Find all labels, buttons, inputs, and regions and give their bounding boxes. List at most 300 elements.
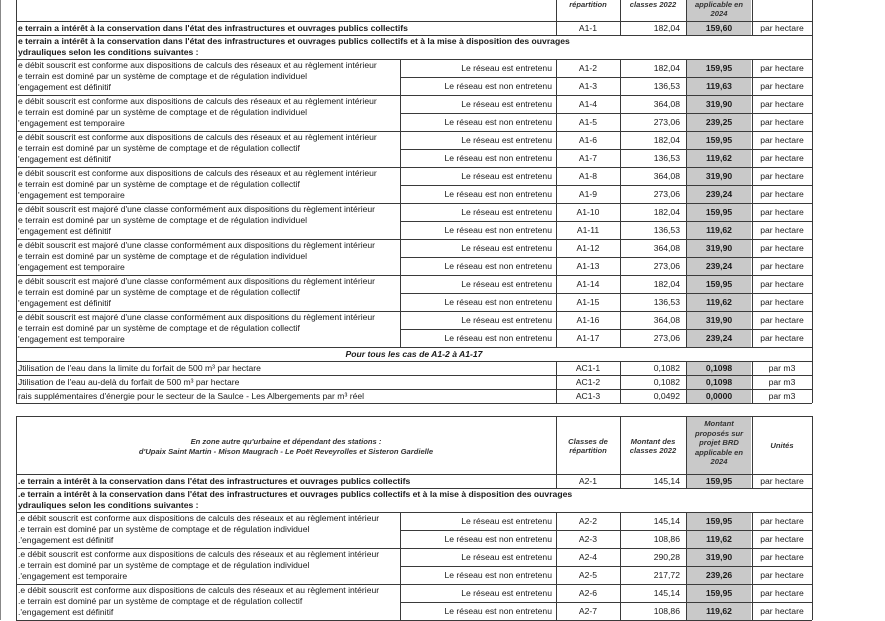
rule-line [686, 203, 687, 239]
rule-line [812, 95, 813, 131]
rule-line [16, 361, 17, 375]
t1-row-12-desc: Jtilisation de l'eau au-delà du forfait de 500 m³ par hectare [18, 377, 240, 387]
t2-row-0-amount: 145,14 [653, 476, 680, 486]
t1-row-8-sub-0-amount: 182,04 [653, 279, 680, 289]
t1-row-12-proposed: 0,1098 [705, 377, 733, 387]
t2-row-0-unit: par hectare [760, 476, 804, 486]
rule-line [620, 389, 621, 403]
rule-line [400, 530, 812, 531]
rule-line [686, 548, 687, 584]
t1-row-3-sub-1-unit: par hectare [760, 117, 804, 127]
rule-line [400, 149, 812, 150]
t1-row-3-sub-1-code: A1-5 [578, 117, 598, 127]
t1-row-1-line-1: ydrauliques selon les conditions suivantes : [18, 47, 199, 57]
t1-row-7-sub-0-proposed: 319,90 [705, 243, 733, 253]
t1-row-8-cond-1: Le réseau est non entretenu [444, 297, 552, 307]
rule-line [752, 275, 753, 311]
rule-line [752, 512, 753, 548]
rule-line [812, 375, 813, 389]
t1-row-8-sub-1-unit: par hectare [760, 297, 804, 307]
t2-row-2-cond-1: Le réseau est non entretenu [444, 534, 552, 544]
t2-row-4-sub-1-code: A2-7 [578, 606, 598, 616]
t1-row-9-sub-0-proposed: 319,90 [705, 315, 733, 325]
t2-row-2-sub-1-code: A2-3 [578, 534, 598, 544]
rule-line [16, 35, 17, 59]
t1-row-9-desc-2: 'engagement est temporaire [18, 334, 125, 344]
t1-row-5-sub-1-amount: 273,06 [653, 189, 680, 199]
rule-line [686, 375, 687, 389]
t1-row-11-desc: Jtilisation de l'eau dans la limite du forfait de 500 m³ par hectare [18, 363, 261, 373]
rule-line [556, 203, 557, 239]
t1-row-4-cond-1: Le réseau est non entretenu [444, 153, 552, 163]
t1-row-6-sub-0-amount: 182,04 [653, 207, 680, 217]
t2-row-3-sub-0-code: A2-4 [578, 552, 598, 562]
t2-row-4-sub-1-unit: par hectare [760, 606, 804, 616]
t2-row-0-desc: .e terrain a intérêt à la conservation dans l'état des infrastructures et ouvrages publics collectifs [18, 476, 411, 486]
t2-row-3-desc-0: .e débit souscrit est conforme aux dispositions de calculs des réseaux et au règlement intérieur [18, 549, 380, 559]
t1-row-7-sub-0-amount: 364,08 [653, 243, 680, 253]
t1-row-7-sub-0-code: A1-12 [576, 243, 600, 253]
rule-line [686, 59, 687, 95]
t2-header-montant-1: classes 2022 [629, 447, 677, 455]
rule-line [400, 512, 401, 548]
rule-line [812, 0, 813, 21]
rule-line [400, 185, 812, 186]
t2-row-1-line-1: ydrauliques selon les conditions suivantes : [18, 500, 199, 510]
rule-line [686, 512, 687, 548]
t1-row-9-sub-1-proposed: 239,24 [705, 333, 733, 343]
page-edge-line [0, 0, 1, 620]
t2-header-propose-4: 2024 [710, 458, 728, 466]
t1-row-4-sub-1-amount: 136,53 [653, 153, 680, 163]
t1-row-2-sub-1-amount: 136,53 [653, 81, 680, 91]
rule-line [686, 311, 687, 347]
t1-header-propose-1: 2024 [710, 9, 728, 18]
rule-line [620, 59, 621, 95]
t2-row-4-sub-0-proposed: 159,95 [705, 588, 733, 598]
t2-header-propose-1: proposés sur [694, 429, 744, 438]
t2-header-classes-1: répartition [569, 447, 607, 455]
t1-row-8-sub-0-unit: par hectare [760, 279, 804, 289]
rule-line [752, 131, 753, 167]
t2-row-3-sub-0-amount: 290,28 [653, 552, 680, 562]
t1-row-2-sub-1-unit: par hectare [760, 81, 804, 91]
rule-line [16, 239, 17, 275]
t1-row-2-cond-0: Le réseau est entretenu [461, 63, 552, 73]
t2-header-propose-2: projet BRD [699, 439, 739, 447]
t2-row-2-sub-1-unit: par hectare [760, 534, 804, 544]
t1-row-3-desc-0: e débit souscrit est conforme aux dispositions de calculs des réseaux et au règlement intérieur [18, 96, 377, 106]
rule-line [686, 361, 687, 375]
rule-line [556, 416, 557, 474]
rule-line [752, 375, 753, 389]
t1-row-2-sub-1-proposed: 119,63 [706, 81, 732, 91]
t1-row-8-cond-0: Le réseau est entretenu [461, 279, 552, 289]
rule-line [752, 167, 753, 203]
rule-line [400, 566, 812, 567]
t1-row-5-sub-0-proposed: 319,90 [705, 171, 733, 181]
rule-line [16, 131, 17, 167]
t1-row-4-sub-0-proposed: 159,95 [705, 135, 733, 145]
t1-row-10-caption: Pour tous les cas de A1-2 à A1-17 [345, 349, 483, 359]
t2-row-2-desc-0: .e débit souscrit est conforme aux dispositions de calculs des réseaux et au règlement intérieur [18, 513, 380, 523]
rule-line [752, 21, 753, 35]
t1-row-2-sub-0-unit: par hectare [760, 63, 804, 73]
t2-header-zone-1: d'Upaix Saint Martin - Mison Maugrach - Le Poët Reveyrolles et Sisteron Gardielle [138, 448, 434, 456]
t1-row-5-sub-0-unit: par hectare [760, 171, 804, 181]
t1-row-5-sub-1-code: A1-9 [578, 189, 598, 199]
t1-row-8-sub-1-amount: 136,53 [653, 297, 680, 307]
t1-row-1-line-0: e terrain a intérêt à la conservation dans l'état des infrastructures et ouvrages publics collectifs et à la mise à disposition des ouvrages [18, 36, 570, 46]
rule-line [556, 548, 557, 584]
rule-line [556, 167, 557, 203]
t1-row-5-desc-0: e débit souscrit est conforme aux dispositions de calculs des réseaux et au règlement intérieur [18, 168, 377, 178]
rule-line [812, 21, 813, 35]
rule-line [16, 59, 17, 95]
t2-row-3-sub-1-proposed: 239,26 [705, 570, 733, 580]
t1-row-9-sub-1-amount: 273,06 [653, 333, 680, 343]
t1-row-7-desc-2: 'engagement est temporaire [18, 262, 125, 272]
rule-line [752, 474, 753, 488]
t1-row-8-desc-2: 'engagement est définitif [18, 298, 111, 308]
t1-row-7-cond-0: Le réseau est entretenu [461, 243, 552, 253]
rule-line [752, 239, 753, 275]
t1-row-6-sub-1-amount: 136,53 [653, 225, 680, 235]
rule-line [620, 275, 621, 311]
t1-row-6-sub-1-proposed: 119,62 [706, 225, 732, 235]
t1-row-0-unit: par hectare [760, 23, 804, 33]
t1-row-5-sub-0-code: A1-8 [578, 171, 598, 181]
rule-line [686, 167, 687, 203]
rule-line [686, 21, 687, 35]
t1-row-2-desc-0: e débit souscrit est conforme aux dispositions de calculs des réseaux et au règlement intérieur [18, 60, 377, 70]
t1-row-4-sub-1-proposed: 119,62 [706, 153, 732, 163]
rule-line [400, 239, 401, 275]
rule-line [752, 59, 753, 95]
rule-line [620, 203, 621, 239]
t1-row-0-code: A1-1 [578, 23, 598, 33]
t1-row-8-sub-0-code: A1-14 [576, 279, 600, 289]
rule-line [400, 311, 401, 347]
t1-row-8-desc-1: e terrain est dominé par un système de comptage et de régulation collectif [18, 287, 300, 297]
rule-line [812, 488, 813, 512]
t2-row-3-desc-2: .'engagement est temporaire [18, 571, 128, 581]
rule-line [400, 257, 812, 258]
rule-line [620, 548, 621, 584]
rule-line [686, 416, 687, 474]
t2-row-4-desc-1: .e terrain est dominé par un système de comptage et de régulation collectif [18, 596, 303, 606]
t1-row-6-sub-1-code: A1-11 [576, 225, 600, 235]
rule-line [556, 131, 557, 167]
t1-row-9-cond-0: Le réseau est entretenu [461, 315, 552, 325]
rule-line [812, 361, 813, 375]
rule-line [400, 275, 401, 311]
t1-row-5-cond-1: Le réseau est non entretenu [444, 189, 552, 199]
t1-row-3-sub-0-amount: 364,08 [653, 99, 680, 109]
t1-row-2-sub-0-amount: 182,04 [653, 63, 680, 73]
t1-row-5-sub-1-unit: par hectare [760, 189, 804, 199]
t1-header-montant: classes 2022 [629, 0, 677, 9]
t2-row-1-line-0: .e terrain a intérêt à la conservation dans l'état des infrastructures et ouvrages publics collectifs et à la mise à disposition des ouvrages [18, 489, 573, 499]
t1-row-11-amount: 0,1082 [653, 363, 680, 373]
rule-line [752, 416, 753, 474]
t1-row-3-sub-1-proposed: 239,25 [705, 117, 733, 127]
rule-line [812, 203, 813, 239]
rule-line [16, 474, 17, 488]
t1-row-9-sub-0-code: A1-16 [576, 315, 600, 325]
rule-line [812, 416, 813, 474]
rule-line [556, 375, 557, 389]
t1-row-11-code: AC1-1 [575, 363, 601, 373]
t1-row-6-sub-0-proposed: 159,95 [705, 207, 733, 217]
t1-row-6-desc-1: e terrain est dominé par un système de comptage et de régulation individuel [18, 215, 308, 225]
rule-line [400, 131, 401, 167]
rule-line [686, 275, 687, 311]
t2-row-3-sub-0-unit: par hectare [760, 552, 804, 562]
rule-line [812, 584, 813, 620]
rule-line [686, 239, 687, 275]
t2-header-propose-0: Montant [704, 420, 734, 428]
rule-line [812, 347, 813, 361]
t1-row-4-sub-0-unit: par hectare [760, 135, 804, 145]
t1-row-5-cond-0: Le réseau est entretenu [461, 171, 552, 181]
t1-row-6-sub-0-code: A1-10 [576, 207, 600, 217]
rule-line [620, 361, 621, 375]
t1-row-6-desc-0: e débit souscrit est majoré d'une classe conformément aux dispositions du règlement intérieur [18, 204, 376, 214]
t1-row-11-proposed: 0,1098 [705, 363, 733, 373]
rule-line [620, 0, 621, 21]
t1-row-4-sub-0-amount: 182,04 [653, 135, 680, 145]
rule-line [812, 389, 813, 403]
t2-row-4-sub-0-code: A2-6 [578, 588, 598, 598]
rule-line [400, 602, 812, 603]
rule-line [752, 361, 753, 375]
t1-row-7-sub-1-proposed: 239,24 [705, 261, 733, 271]
t2-row-4-desc-2: .'engagement est définitif [18, 607, 114, 617]
t1-row-2-sub-0-proposed: 159,95 [705, 63, 733, 73]
rule-line [556, 361, 557, 375]
rule-line [620, 584, 621, 620]
rule-line [556, 21, 557, 35]
rule-line [686, 131, 687, 167]
t1-row-6-sub-0-unit: par hectare [760, 207, 804, 217]
rule-line [812, 512, 813, 548]
t2-row-4-cond-0: Le réseau est entretenu [461, 588, 552, 598]
rule-line [556, 584, 557, 620]
rule-line [556, 95, 557, 131]
rule-line [400, 584, 401, 620]
t1-row-0-desc: e terrain a intérêt à la conservation dans l'état des infrastructures et ouvrages publics collectifs [18, 23, 408, 33]
t1-row-12-code: AC1-2 [575, 377, 601, 387]
t2-row-3-cond-1: Le réseau est non entretenu [444, 570, 552, 580]
rule-line [752, 311, 753, 347]
rule-line [16, 548, 17, 584]
t2-row-4-sub-0-amount: 145,14 [653, 588, 680, 598]
t2-row-2-sub-0-amount: 145,14 [653, 516, 680, 526]
t1-row-9-sub-0-unit: par hectare [760, 315, 804, 325]
rule-line [752, 584, 753, 620]
rule-line [16, 416, 17, 474]
t2-row-2-cond-0: Le réseau est entretenu [461, 516, 552, 526]
t1-row-3-cond-0: Le réseau est entretenu [461, 99, 552, 109]
rule-line [16, 512, 17, 548]
rule-line [620, 474, 621, 488]
t1-row-6-cond-1: Le réseau est non entretenu [444, 225, 552, 235]
t1-row-3-sub-1-amount: 273,06 [653, 117, 680, 127]
t1-row-9-desc-0: e débit souscrit est majoré d'une classe conformément aux dispositions du règlement intérieur [18, 312, 376, 322]
t2-row-2-sub-1-amount: 108,86 [653, 534, 680, 544]
rule-line [752, 389, 753, 403]
rule-line [556, 239, 557, 275]
t1-row-7-cond-1: Le réseau est non entretenu [444, 261, 552, 271]
rule-line [400, 329, 812, 330]
t1-row-2-sub-0-code: A1-2 [578, 63, 598, 73]
rule-line [400, 59, 401, 95]
t1-row-8-sub-1-code: A1-15 [576, 297, 600, 307]
rule-line [556, 512, 557, 548]
t1-row-7-sub-1-amount: 273,06 [653, 261, 680, 271]
t1-row-5-desc-1: e terrain est dominé par un système de comptage et de régulation collectif [18, 179, 300, 189]
t1-header-classes: répartition [569, 0, 607, 9]
rule-line [812, 474, 813, 488]
rule-line [556, 474, 557, 488]
t1-row-9-sub-1-unit: par hectare [760, 333, 804, 343]
t2-row-2-desc-1: .e terrain est dominé par un système de comptage et de régulation individuel [18, 524, 310, 534]
t1-row-3-desc-2: 'engagement est temporaire [18, 118, 125, 128]
t1-row-0-amount: 182,04 [653, 23, 680, 33]
t2-header-montant-0: Montant des [630, 438, 676, 446]
t1-row-2-cond-1: Le réseau est non entretenu [444, 81, 552, 91]
rule-line [400, 77, 812, 78]
t1-row-7-desc-1: e terrain est dominé par un système de comptage et de régulation individuel [18, 251, 308, 261]
rule-line [16, 203, 17, 239]
t1-row-6-cond-0: Le réseau est entretenu [461, 207, 552, 217]
rule-line [556, 275, 557, 311]
rule-line [620, 21, 621, 35]
rule-line [812, 167, 813, 203]
t1-row-6-sub-1-unit: par hectare [760, 225, 804, 235]
t1-row-4-sub-1-unit: par hectare [760, 153, 804, 163]
rule-line [620, 167, 621, 203]
rule-line [812, 35, 813, 59]
t1-row-8-desc-0: e débit souscrit est majoré d'une classe conformément aux dispositions du règlement intérieur [18, 276, 376, 286]
t2-row-2-sub-0-unit: par hectare [760, 516, 804, 526]
t1-row-12-amount: 0,1082 [653, 377, 680, 387]
t1-row-3-sub-0-proposed: 319,90 [705, 99, 733, 109]
t1-row-9-sub-0-amount: 364,08 [653, 315, 680, 325]
t1-row-2-desc-2: 'engagement est définitif [18, 82, 111, 92]
t1-row-9-desc-1: e terrain est dominé par un système de comptage et de régulation collectif [18, 323, 300, 333]
rule-line [620, 512, 621, 548]
t2-row-4-sub-1-amount: 108,86 [653, 606, 680, 616]
t1-row-6-desc-2: 'engagement est définitif [18, 226, 111, 236]
rule-line [812, 275, 813, 311]
rule-line [400, 95, 401, 131]
t1-row-4-cond-0: Le réseau est entretenu [461, 135, 552, 145]
rule-line [16, 488, 17, 512]
rule-line [16, 403, 812, 404]
t1-row-3-sub-0-unit: par hectare [760, 99, 804, 109]
t1-row-9-sub-1-code: A1-17 [576, 333, 600, 343]
rule-line [16, 0, 17, 21]
rule-line [16, 167, 17, 203]
rule-line [556, 389, 557, 403]
rule-line [400, 203, 401, 239]
t1-row-4-sub-0-code: A1-6 [578, 135, 598, 145]
rule-line [812, 131, 813, 167]
t1-row-13-amount: 0,0492 [653, 391, 680, 401]
t1-row-5-sub-0-amount: 364,08 [653, 171, 680, 181]
t1-row-4-desc-1: e terrain est dominé par un système de comptage et de régulation collectif [18, 143, 300, 153]
t1-row-7-sub-1-unit: par hectare [760, 261, 804, 271]
t2-row-3-sub-1-amount: 217,72 [653, 570, 680, 580]
rule-line [620, 131, 621, 167]
t2-header-zone-0: En zone autre qu'urbaine et dépendant des stations : [190, 438, 382, 446]
rule-line [620, 416, 621, 474]
t1-row-7-desc-0: e débit souscrit est majoré d'une classe conformément aux dispositions du règlement intérieur [18, 240, 376, 250]
t1-row-7-sub-1-code: A1-13 [576, 261, 600, 271]
t1-row-0-proposed: 159,60 [705, 23, 733, 33]
rule-line [400, 548, 401, 584]
t2-row-3-desc-1: .e terrain est dominé par un système de comptage et de régulation individuel [18, 560, 310, 570]
rule-line [620, 239, 621, 275]
t1-row-13-code: AC1-3 [575, 391, 601, 401]
t1-row-12-unit: par m3 [768, 377, 796, 387]
t1-row-2-sub-1-code: A1-3 [578, 81, 598, 91]
t1-row-4-sub-1-code: A1-7 [578, 153, 598, 163]
t1-row-4-desc-2: 'engagement est définitif [18, 154, 111, 164]
rule-line [400, 221, 812, 222]
rule-line [556, 311, 557, 347]
rule-line [16, 311, 17, 347]
t2-header-propose-3: applicable en [694, 448, 744, 457]
rule-line [752, 203, 753, 239]
rule-line [16, 275, 17, 311]
rule-line [686, 389, 687, 403]
rule-line [556, 0, 557, 21]
t2-row-2-desc-2: .'engagement est définitif [18, 535, 114, 545]
t2-row-3-sub-1-unit: par hectare [760, 570, 804, 580]
t1-row-2-desc-1: e terrain est dominé par un système de comptage et de régulation individuel [18, 71, 308, 81]
t1-row-8-sub-0-proposed: 159,95 [705, 279, 733, 289]
rule-line [16, 347, 17, 361]
t2-row-2-sub-1-proposed: 119,62 [706, 534, 732, 544]
t2-row-3-sub-0-proposed: 319,90 [705, 552, 733, 562]
rule-line [752, 0, 753, 21]
t1-row-5-sub-1-proposed: 239,24 [705, 189, 733, 199]
rule-line [620, 311, 621, 347]
rule-line [400, 167, 401, 203]
t1-header-propose-0: applicable en [694, 0, 744, 9]
t1-row-3-sub-0-code: A1-4 [578, 99, 598, 109]
t1-row-13-proposed: 0,0000 [705, 391, 733, 401]
t2-row-4-sub-0-unit: par hectare [760, 588, 804, 598]
rule-line [620, 95, 621, 131]
t1-row-3-cond-1: Le réseau est non entretenu [444, 117, 552, 127]
t1-row-7-sub-0-unit: par hectare [760, 243, 804, 253]
rule-line [620, 375, 621, 389]
t1-row-8-sub-1-proposed: 119,62 [706, 297, 732, 307]
t2-row-4-sub-1-proposed: 119,62 [706, 606, 732, 616]
rule-line [16, 21, 17, 35]
rule-line [686, 584, 687, 620]
t1-row-5-desc-2: 'engagement est temporaire [18, 190, 125, 200]
rule-line [16, 584, 17, 620]
t2-header-classes-0: Classes de [568, 438, 608, 446]
rule-line [812, 548, 813, 584]
rule-line [812, 311, 813, 347]
t2-row-2-sub-0-code: A2-2 [578, 516, 598, 526]
